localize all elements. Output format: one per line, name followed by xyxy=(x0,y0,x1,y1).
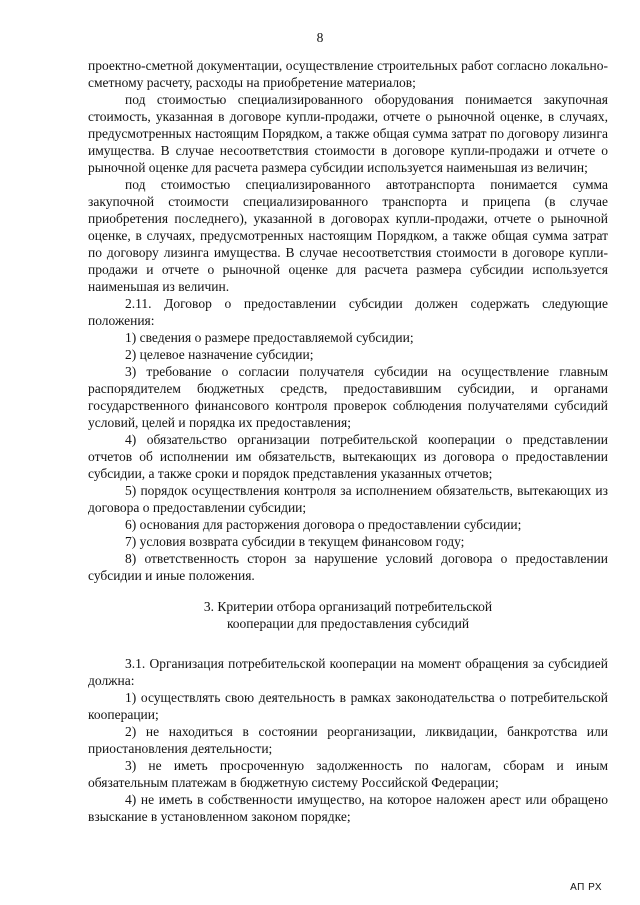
list-item: 8) ответственность сторон за нарушение условий договора о предоставлении субсидии и иные положения. xyxy=(88,551,608,583)
list-item: 5) порядок осуществления контроля за исполнением обязательств, вытекающих из договора о предоставлении субсидии; xyxy=(88,483,608,515)
list-item: 6) основания для расторжения договора о предоставлении субсидии; xyxy=(125,517,522,532)
section-heading-line: 3. Критерии отбора организаций потребительской xyxy=(203,599,493,614)
paragraph: 2.11. Договор о предоставлении субсидии должен содержать следующие положения: xyxy=(88,296,608,328)
list-item: 2) целевое назначение субсидии; xyxy=(125,347,314,362)
list-item: 4) обязательство организации потребительской кооперации о представлении отчетов об исполнении им обязательств, вытекающих из договора о предоставлении субсидии, а также сроки и порядок представления указанных отчетов; xyxy=(88,432,608,481)
paragraph: 3.1. Организация потребительской кооперации на момент обращения за субсидией должна: xyxy=(88,656,608,688)
paragraphs-after-section xyxy=(88,655,608,825)
page-number: 8 xyxy=(316,30,324,45)
list-item: 1) сведения о размере предоставляемой субсидии; xyxy=(125,330,414,345)
list-item: 7) условия возврата субсидии в текущем финансовом году; xyxy=(125,534,465,549)
paragraph: под стоимостью специализированного автотранспорта понимается сумма закупочной стоимости специализированного транспорта и прицепа (в случае приобретения последнего), указанной в договорах купли-продажи, отчете о рыночной оценке, в случаях, предусмотренных настоящим Порядком, а также общая сумма затрат по договору лизинга имущества. В случае несоответствия стоимости в договоре купли-продажи и отчете о рыночной оценке для расчета размера субсидии используется наименьшая из величин. xyxy=(88,177,608,294)
list-item: 2) не находиться в состоянии реорганизации, ликвидации, банкротства или приостановления деятельности; xyxy=(88,724,608,756)
paragraphs-before-section xyxy=(88,57,608,584)
list-item: 1) осуществлять свою деятельность в рамках законодательства о потребительской кооперации; xyxy=(88,690,608,722)
paragraph: под стоимостью специализированного оборудования понимается закупочная стоимость, указанная в договоре купли-продажи, отчете о рыночной оценке, в случаях, предусмотренных настоящим Порядком, а также общая сумма затрат по договору лизинга имущества. В случае несоответствия стоимости в договоре купли-продажи и отчете о рыночной оценке для расчета размера субсидии используется наименьшая из величин; xyxy=(88,92,608,175)
document-body xyxy=(88,57,608,825)
footer-mark: АП РХ xyxy=(570,882,602,893)
list-item: 3) не иметь просроченную задолженность по налогам, сборам и иным обязательным платежам в бюджетную систему Российской Федерации; xyxy=(88,758,608,790)
paragraph: проектно-сметной документации, осуществление строительных работ согласно локально-сметному расчету, расходы на приобретение материалов; xyxy=(88,58,608,90)
list-item: 4) не иметь в собственности имущество, на которое наложен арест или обращено взыскание в установленном законом порядке; xyxy=(88,792,608,824)
section-heading-line: кооперации для предоставления субсидий xyxy=(226,616,470,631)
list-item: 3) требование о согласии получателя субсидии на осуществление главным распорядителем бюджетных средств, предоставившим субсидии, и органами государственного финансового контроля проверок соблюдения получателями субсидий условий, целей и порядка их предоставления; xyxy=(88,364,608,430)
section-heading xyxy=(88,598,608,632)
